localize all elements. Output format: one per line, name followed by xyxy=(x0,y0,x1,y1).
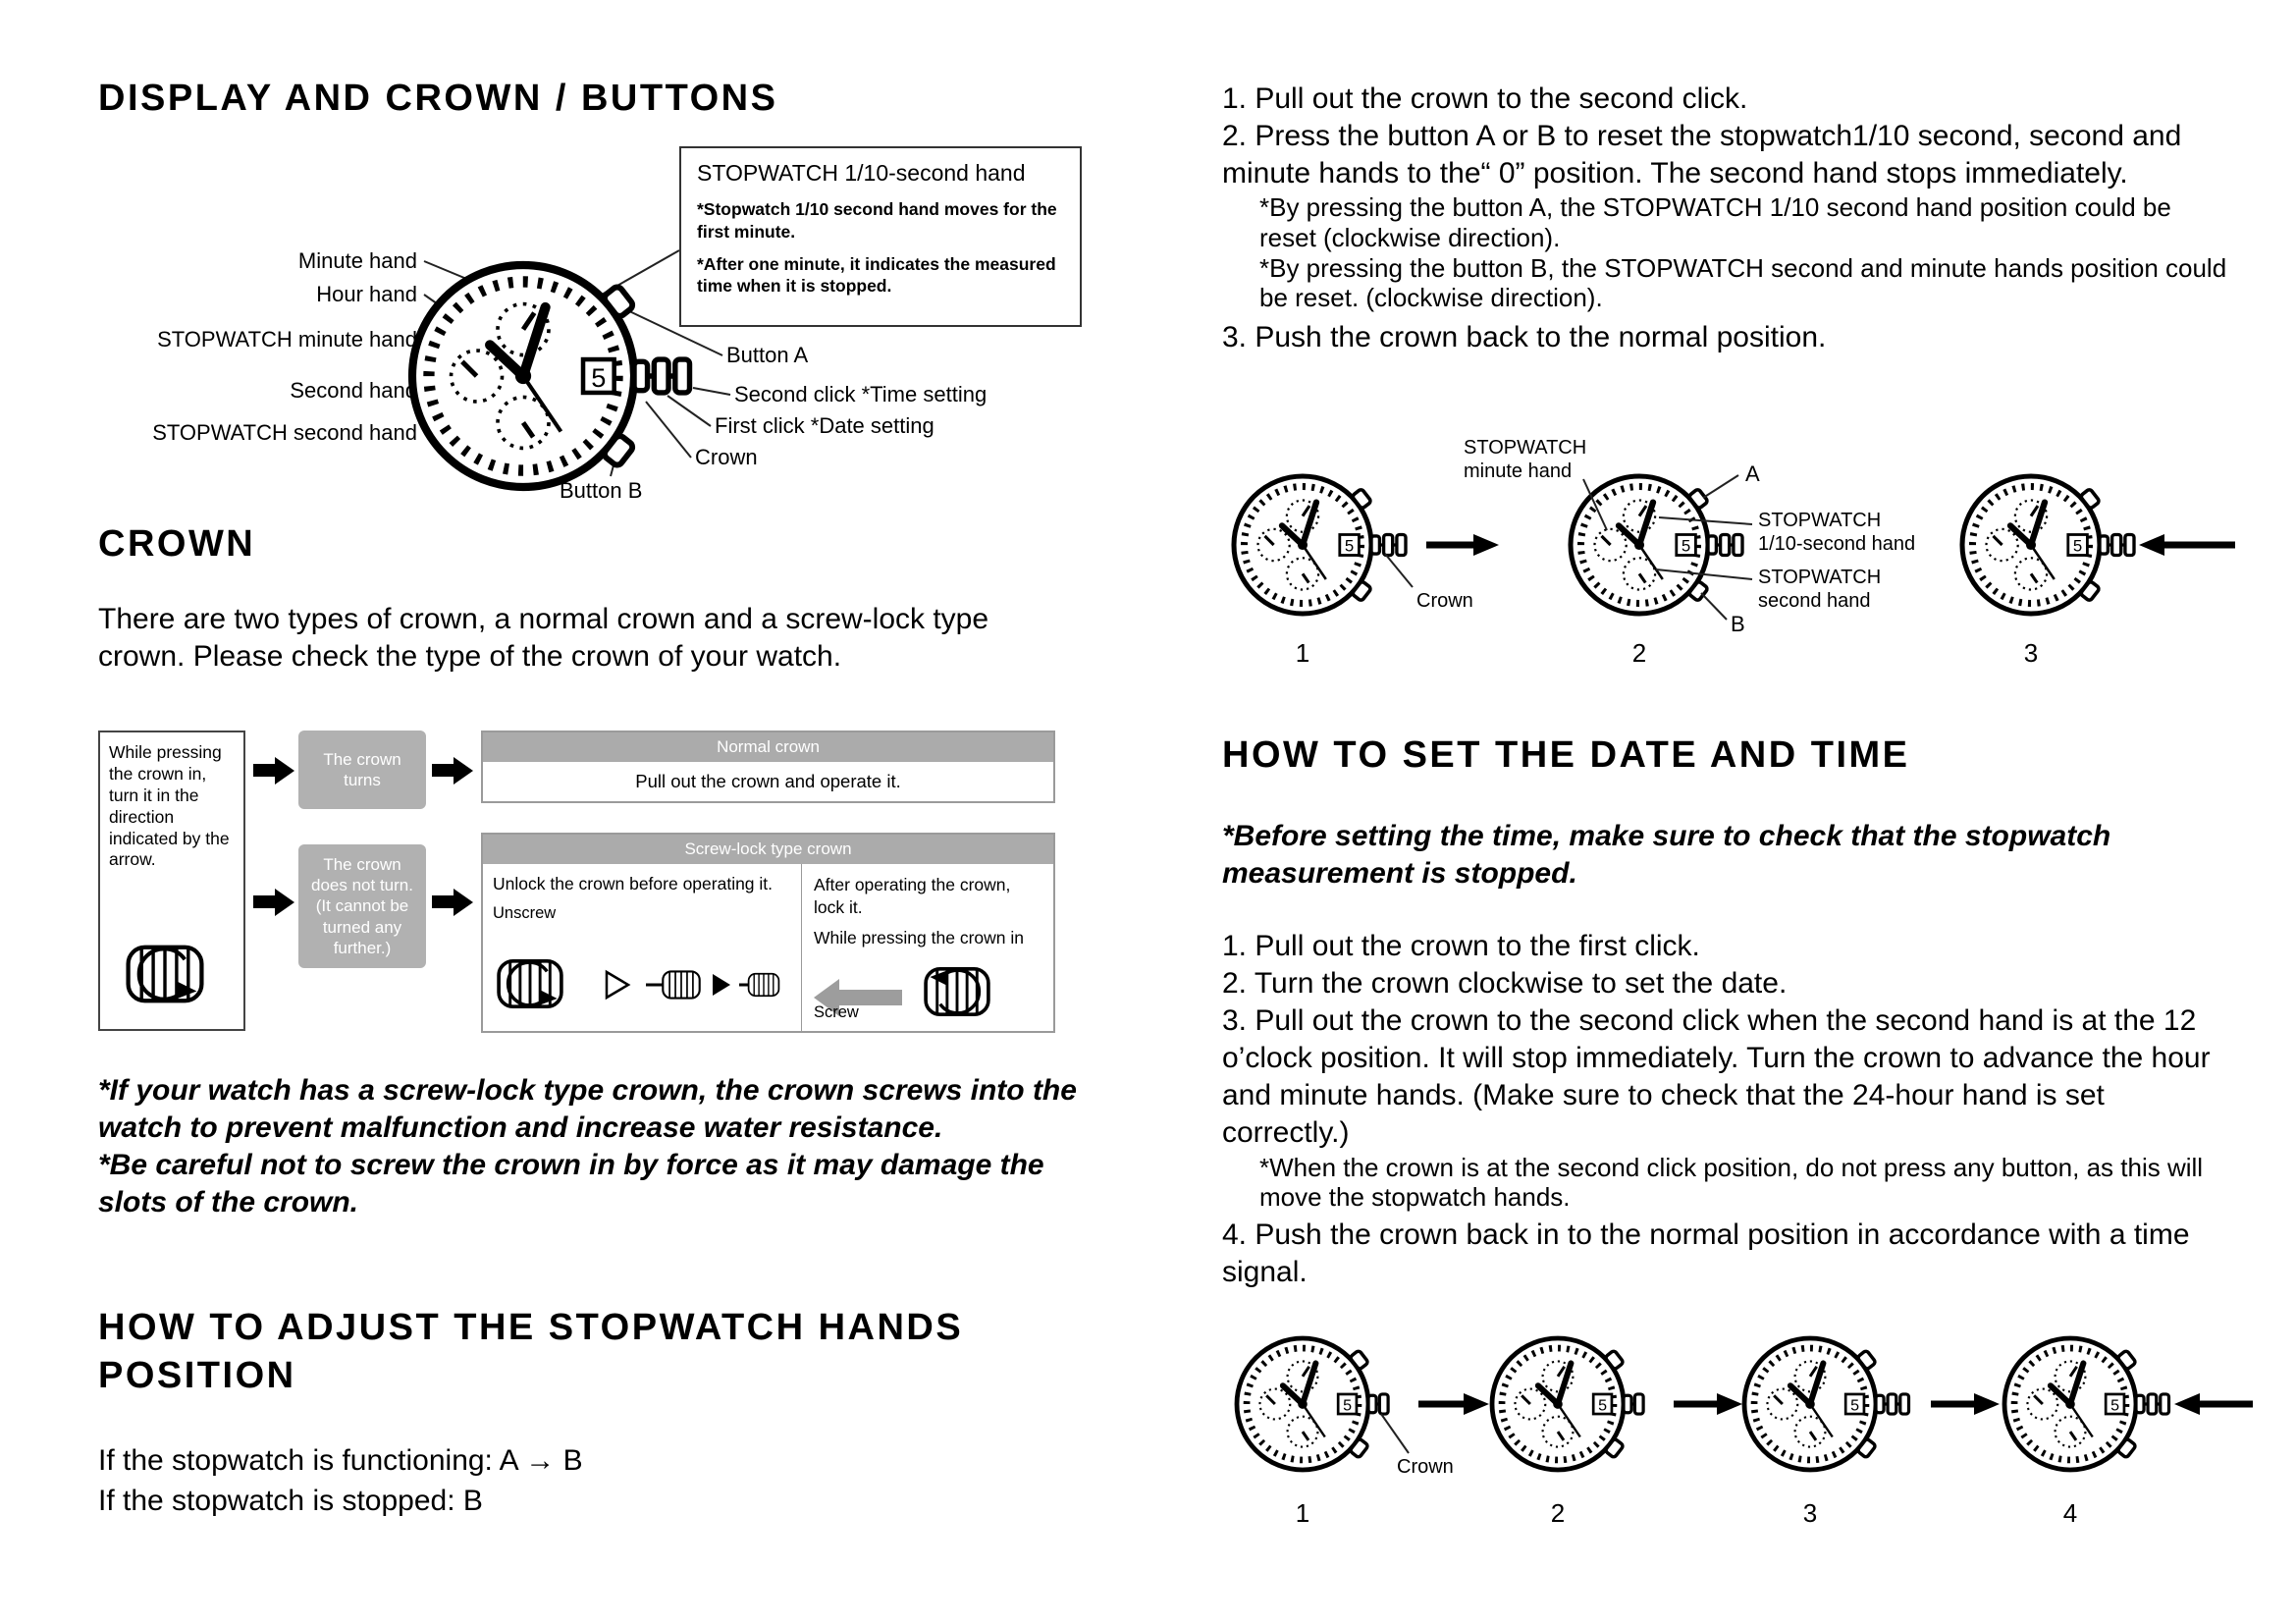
watch-step-1 xyxy=(1237,1338,1388,1470)
normal-crown-body: Pull out the crown and operate it. xyxy=(635,771,901,791)
callout-title: STOPWATCH 1/10-second hand xyxy=(697,160,1026,186)
watch-step-3 xyxy=(1744,1338,1910,1470)
step-number-2: 2 xyxy=(1631,638,1647,668)
unlock-text: Unlock the crown before operating it. xyxy=(493,874,774,893)
label-sw-tenth-line2: 1/10-second hand xyxy=(1758,533,1916,555)
label-button-a: Button A xyxy=(726,343,809,367)
label-second-click: Second click *Time setting xyxy=(734,382,988,406)
screwlock-header: Screw-lock type crown xyxy=(483,835,1053,864)
section-title-display-crown-buttons: DISPLAY AND CROWN / BUTTONS xyxy=(98,78,778,119)
normal-crown-header: Normal crown xyxy=(483,732,1053,762)
watch-step-3 xyxy=(1962,476,2135,614)
crown-type-flowchart xyxy=(98,729,1070,1039)
arrow-left-icon xyxy=(2139,534,2235,556)
datetime-step-3: 3. Pull out the crown to the second click when the second hand is at the 12 o’clock position. It will stop immediately. Turn the crown to advance the hour and minute hands. (Make sure to check that the 24-hour hand is set correctly.) xyxy=(1222,1004,2211,1150)
datetime-step-2: 2. Turn the crown clockwise to set the date. xyxy=(1222,967,1788,1001)
label-stopwatch-second-hand: STOPWATCH second hand xyxy=(152,420,417,445)
watch-step-1 xyxy=(1234,476,1407,614)
watch-step-2 xyxy=(1571,476,1743,614)
screw-label: Screw xyxy=(814,1002,859,1021)
label-b: B xyxy=(1731,612,1745,636)
unscrew-label: Unscrew xyxy=(493,903,557,922)
adjust-sequence-illustration xyxy=(1212,420,2253,676)
display-diagram xyxy=(98,142,1178,520)
step-number-1: 1 xyxy=(1295,1498,1310,1528)
flow-arrow-icon xyxy=(253,764,275,777)
label-button-b: Button B xyxy=(560,478,643,503)
flow-start-box xyxy=(98,731,245,1031)
adjust-rule-functioning: If the stopwatch is functioning: A → B xyxy=(98,1444,583,1477)
crown-intro: There are two types of crown, a normal crown and a screw-lock type crown. Please check the type of the crown of your watch. xyxy=(98,603,989,674)
screwlock-unlock-pane xyxy=(483,864,802,1031)
adjust-rules xyxy=(98,1441,982,1521)
arrow-right-icon xyxy=(1418,1393,1489,1415)
adjust-sequence-diagram xyxy=(1212,420,2253,676)
normal-crown-box xyxy=(481,731,1055,803)
label-a: A xyxy=(1745,461,1760,486)
datetime-sequence-diagram xyxy=(1212,1324,2263,1559)
label-sw-second-line1: STOPWATCH xyxy=(1758,567,1882,588)
label-hour-hand: Hour hand xyxy=(316,282,417,306)
label-sw-minute-line1: STOPWATCH xyxy=(1464,437,1587,459)
adjust-note-b: *By pressing the button B, the STOPWATCH second and minute hands position could be reset. (clockwise direction). xyxy=(1259,252,2227,313)
arrow-right-icon xyxy=(1931,1393,2000,1415)
screwlock-note-1: *If your watch has a screw-lock type crown, the crown screws into the watch to prevent malfunction and increase water resistance. xyxy=(98,1074,1077,1145)
arrow-right-icon xyxy=(1674,1393,1742,1415)
crown-rotate-icon xyxy=(110,925,228,1019)
stopwatch-adjust-steps xyxy=(1222,81,2233,356)
flow-start-text: While pressing the crown in, turn it in the direction indicated by the arrow. xyxy=(109,742,230,870)
watch-step-4 xyxy=(2004,1338,2170,1470)
datetime-step-4: 4. Push the crown back in to the normal position in accordance with a time signal. xyxy=(1222,1218,2190,1288)
flow-arrow-icon xyxy=(253,895,275,908)
label-stopwatch-minute-hand: STOPWATCH minute hand xyxy=(157,327,417,352)
arrow-left-icon xyxy=(2174,1393,2253,1415)
section-title-adjust-stopwatch: HOW TO ADJUST THE STOPWATCH HANDS POSITION xyxy=(98,1307,964,1397)
flow-crown-turns-text: The crown turns xyxy=(323,749,401,789)
section-title-crown: CROWN xyxy=(98,523,256,565)
label-crown: Crown xyxy=(1397,1456,1454,1478)
callout-note-2: *After one minute, it indicates the measured time when it is stopped. xyxy=(697,253,1056,297)
label-sw-minute-line2: minute hand xyxy=(1464,460,1573,482)
label-crown: Crown xyxy=(695,445,758,469)
datetime-step-1: 1. Pull out the crown to the first click. xyxy=(1222,930,1700,962)
label-minute-hand: Minute hand xyxy=(297,248,417,273)
flow-crown-not-turn-text: The crown does not turn. (It cannot be turned any further.) xyxy=(311,854,413,957)
screwlock-note-2: *Be careful not to screw the crown in by force as it may damage the slots of the crown. xyxy=(98,1149,1044,1219)
label-crown: Crown xyxy=(1416,590,1473,612)
flow-crown-not-turn-box xyxy=(298,844,426,968)
flow-crown-turns-box xyxy=(298,731,426,809)
section-title-set-date-time: HOW TO SET THE DATE AND TIME xyxy=(1222,734,1910,776)
after-operating-text: After operating the crown, lock it. xyxy=(814,875,1011,917)
label-sw-tenth-line1: STOPWATCH xyxy=(1758,510,1882,531)
screwlock-notes xyxy=(98,1072,1090,1221)
leader-lines xyxy=(1381,1414,1409,1453)
unscrew-sequence-icon xyxy=(489,943,783,1027)
adjust-note-a: *By pressing the button A, the STOPWATCH 1/10 second hand position could be reset (clockwise direction). xyxy=(1259,192,2171,252)
screw-crown-icon xyxy=(910,952,1004,1029)
screwlock-crown-box xyxy=(481,833,1055,1033)
flow-arrow-icon xyxy=(432,764,454,777)
flow-arrow-icon xyxy=(432,895,454,908)
label-second-hand: Second hand xyxy=(290,378,417,403)
step-number-4: 4 xyxy=(2062,1498,2078,1528)
watch-face xyxy=(412,265,692,487)
adjust-step-1: 1. Pull out the crown to the second click. xyxy=(1222,82,1748,115)
step-number-3: 3 xyxy=(2023,638,2039,668)
adjust-rule-stopped: If the stopwatch is stopped: B xyxy=(98,1484,483,1517)
label-first-click: First click *Date setting xyxy=(715,413,934,438)
datetime-steps xyxy=(1222,928,2233,1291)
callout-note-1: *Stopwatch 1/10 second hand moves for the first minute. xyxy=(697,199,1057,242)
datetime-sequence-illustration xyxy=(1212,1324,2263,1559)
screwlock-lock-pane xyxy=(802,864,1053,1031)
while-pressing-text: While pressing the crown in xyxy=(814,927,1024,947)
label-sw-second-line2: second hand xyxy=(1758,590,1871,612)
adjust-step-3: 3. Push the crown back to the normal position. xyxy=(1222,320,1827,353)
datetime-step-3-note: *When the crown is at the second click position, do not press any button, as this will move the stopwatch hands. xyxy=(1259,1152,2204,1213)
step-number-2: 2 xyxy=(1550,1498,1566,1528)
step-number-1: 1 xyxy=(1295,638,1310,668)
datetime-precaution: *Before setting the time, make sure to check that the stopwatch measurement is stopped. xyxy=(1222,820,2111,891)
stopwatch-tenth-callout xyxy=(679,146,1082,327)
adjust-step-2: 2. Press the button A or B to reset the stopwatch1/10 second, second and minute hands to the“ 0” position. The second hand stops immediately. xyxy=(1222,120,2182,190)
step-number-3: 3 xyxy=(1802,1498,1818,1528)
arrow-right-icon xyxy=(1426,534,1499,556)
watch-step-2 xyxy=(1492,1338,1643,1470)
